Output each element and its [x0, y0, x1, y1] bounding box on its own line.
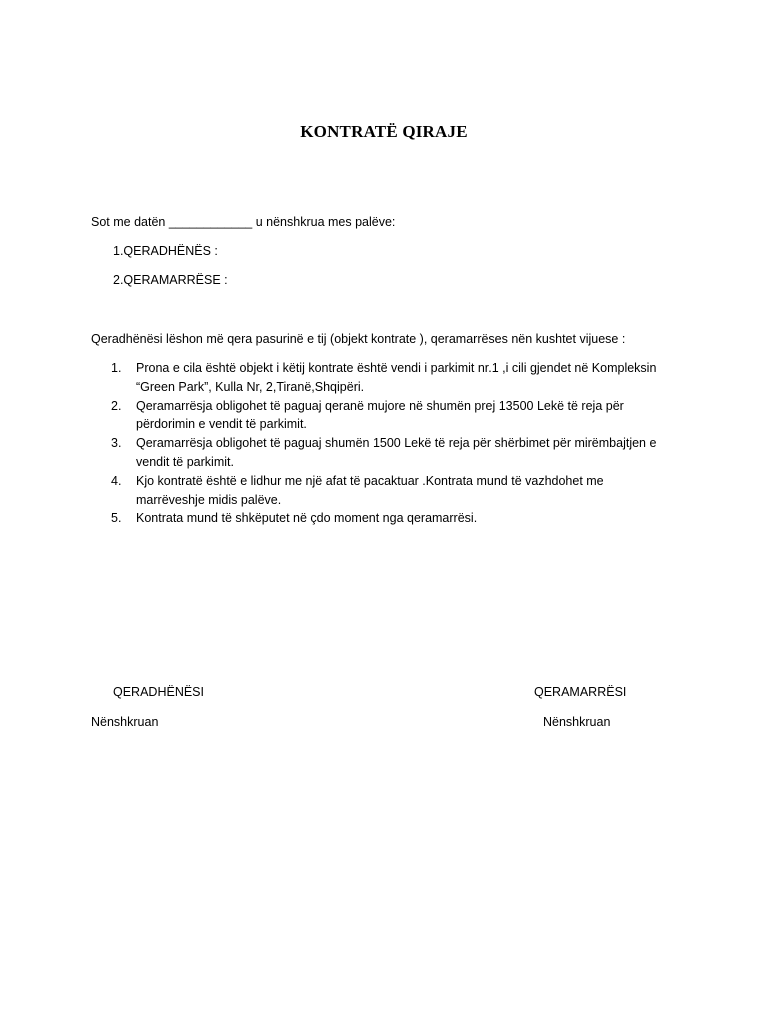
term-text-line: përdorimin e vendit të parkimit. [136, 417, 307, 432]
term-text-line: Kontrata mund të shkëputet në çdo moment nga qeramarrësi. [136, 511, 478, 526]
term-item [111, 509, 681, 528]
term-text-line: Qeramarrësja obligohet të paguaj qeranë mujore në shumën prej 13500 Lekë të reja për [136, 398, 624, 413]
lessor-signature-label: Nënshkruan [91, 715, 159, 729]
term-number: 1. [111, 361, 122, 375]
term-text-line: marrëveshje midis palëve. [136, 492, 282, 507]
term-item [111, 359, 681, 397]
party-2-label: 2.QERAMARRËSE : [113, 273, 228, 287]
party-1-label: 1.QERADHËNËS : [113, 244, 218, 258]
term-text-line: Qeramarrësja obligohet të paguaj shumën 1500 Lekë të reja për shërbimet për mirëmbajtjen e [136, 436, 657, 451]
term-item [111, 397, 681, 435]
lessee-signature-label: Nënshkruan [543, 715, 611, 729]
term-text-line: “Green Park”, Kulla Nr, 2,Tiranë,Shqipëri. [136, 379, 365, 394]
term-number: 5. [111, 511, 122, 526]
term-text-line: Prona e cila është objekt i këtij kontrate është vendi i parkimit nr.1 ,i cili gjendet në Kompleksin [136, 361, 657, 375]
lessee-signature-role: QERAMARRËSI [534, 685, 627, 699]
intro-line: Sot me datën ____________ u nënshkrua mes palëve: [91, 215, 396, 229]
term-item [111, 434, 681, 472]
term-number: 4. [111, 473, 122, 488]
term-text-line: Kjo kontratë është e lidhur me një afat të pacaktuar .Kontrata mund të vazhdohet me [136, 473, 604, 488]
terms-list [111, 359, 681, 528]
term-text-line: vendit të parkimit. [136, 454, 234, 469]
term-number: 2. [111, 398, 122, 413]
term-number: 3. [111, 436, 122, 451]
term-item [111, 472, 681, 510]
terms-lead-paragraph: Qeradhënësi lëshon më qera pasurinë e tij (objekt kontrate ), qeramarrëses nën kushtet vijuese : [91, 332, 626, 346]
document-title: KONTRATË QIRAJE [300, 122, 468, 141]
lessor-signature-role: QERADHËNËSI [113, 685, 204, 699]
